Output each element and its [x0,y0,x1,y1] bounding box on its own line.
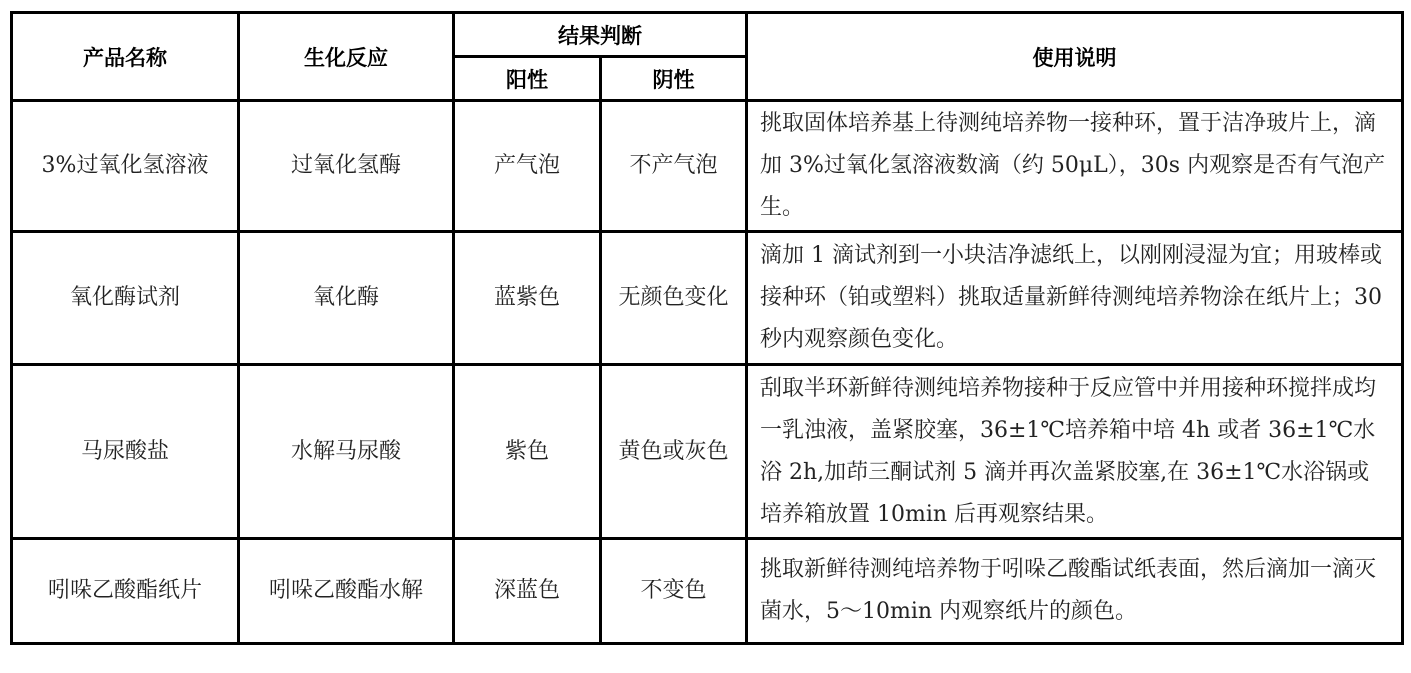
cell-instructions: 滴加 1 滴试剂到一小块洁净滤纸上，以刚刚浸湿为宜；用玻棒或接种环（铂或塑料）挑取适量新鲜待测纯培养物涂在纸片上；30 秒内观察颜色变化。 [747,232,1403,365]
cell-product: 氧化酶试剂 [12,232,239,365]
cell-reaction: 吲哚乙酸酯水解 [239,539,454,644]
header-biochemical-reaction: 生化反应 [239,13,454,101]
cell-positive: 产气泡 [454,101,601,232]
cell-reaction: 过氧化氢酶 [239,101,454,232]
cell-negative: 不产气泡 [601,101,747,232]
cell-product: 3%过氧化氢溶液 [12,101,239,232]
header-product-name: 产品名称 [12,13,239,101]
cell-negative: 黄色或灰色 [601,365,747,539]
header-negative: 阴性 [601,57,747,101]
cell-product: 马尿酸盐 [12,365,239,539]
table-row [12,365,1403,539]
cell-positive: 深蓝色 [454,539,601,644]
cell-positive: 蓝紫色 [454,232,601,365]
table-row [12,101,1403,232]
cell-positive: 紫色 [454,365,601,539]
header-row-1 [12,13,1403,57]
cell-negative: 无颜色变化 [601,232,747,365]
cell-instructions: 挑取固体培养基上待测纯培养物一接种环，置于洁净玻片上，滴加 3%过氧化氢溶液数滴（约 50μL），30s 内观察是否有气泡产生。 [747,101,1403,232]
cell-instructions: 刮取半环新鲜待测纯培养物接种于反应管中并用接种环搅拌成均一乳浊液，盖紧胶塞，36±1℃培养箱中培 4h 或者 36±1℃水浴 2h,加茚三酮试剂 5 滴并再次盖紧胶塞,在 36±1℃水浴锅或培养箱放置 10min 后再观察结果。 [747,365,1403,539]
cell-negative: 不变色 [601,539,747,644]
cell-reaction: 水解马尿酸 [239,365,454,539]
table-row [12,232,1403,365]
cell-instructions: 挑取新鲜待测纯培养物于吲哚乙酸酯试纸表面，然后滴加一滴灭菌水，5～10min 内观察纸片的颜色。 [747,539,1403,644]
cell-product: 吲哚乙酸酯纸片 [12,539,239,644]
table-row [12,539,1403,644]
header-result-judgment: 结果判断 [454,13,747,57]
header-positive: 阳性 [454,57,601,101]
cell-reaction: 氧化酶 [239,232,454,365]
header-instructions: 使用说明 [747,13,1403,101]
biochemical-test-table [10,11,1404,645]
